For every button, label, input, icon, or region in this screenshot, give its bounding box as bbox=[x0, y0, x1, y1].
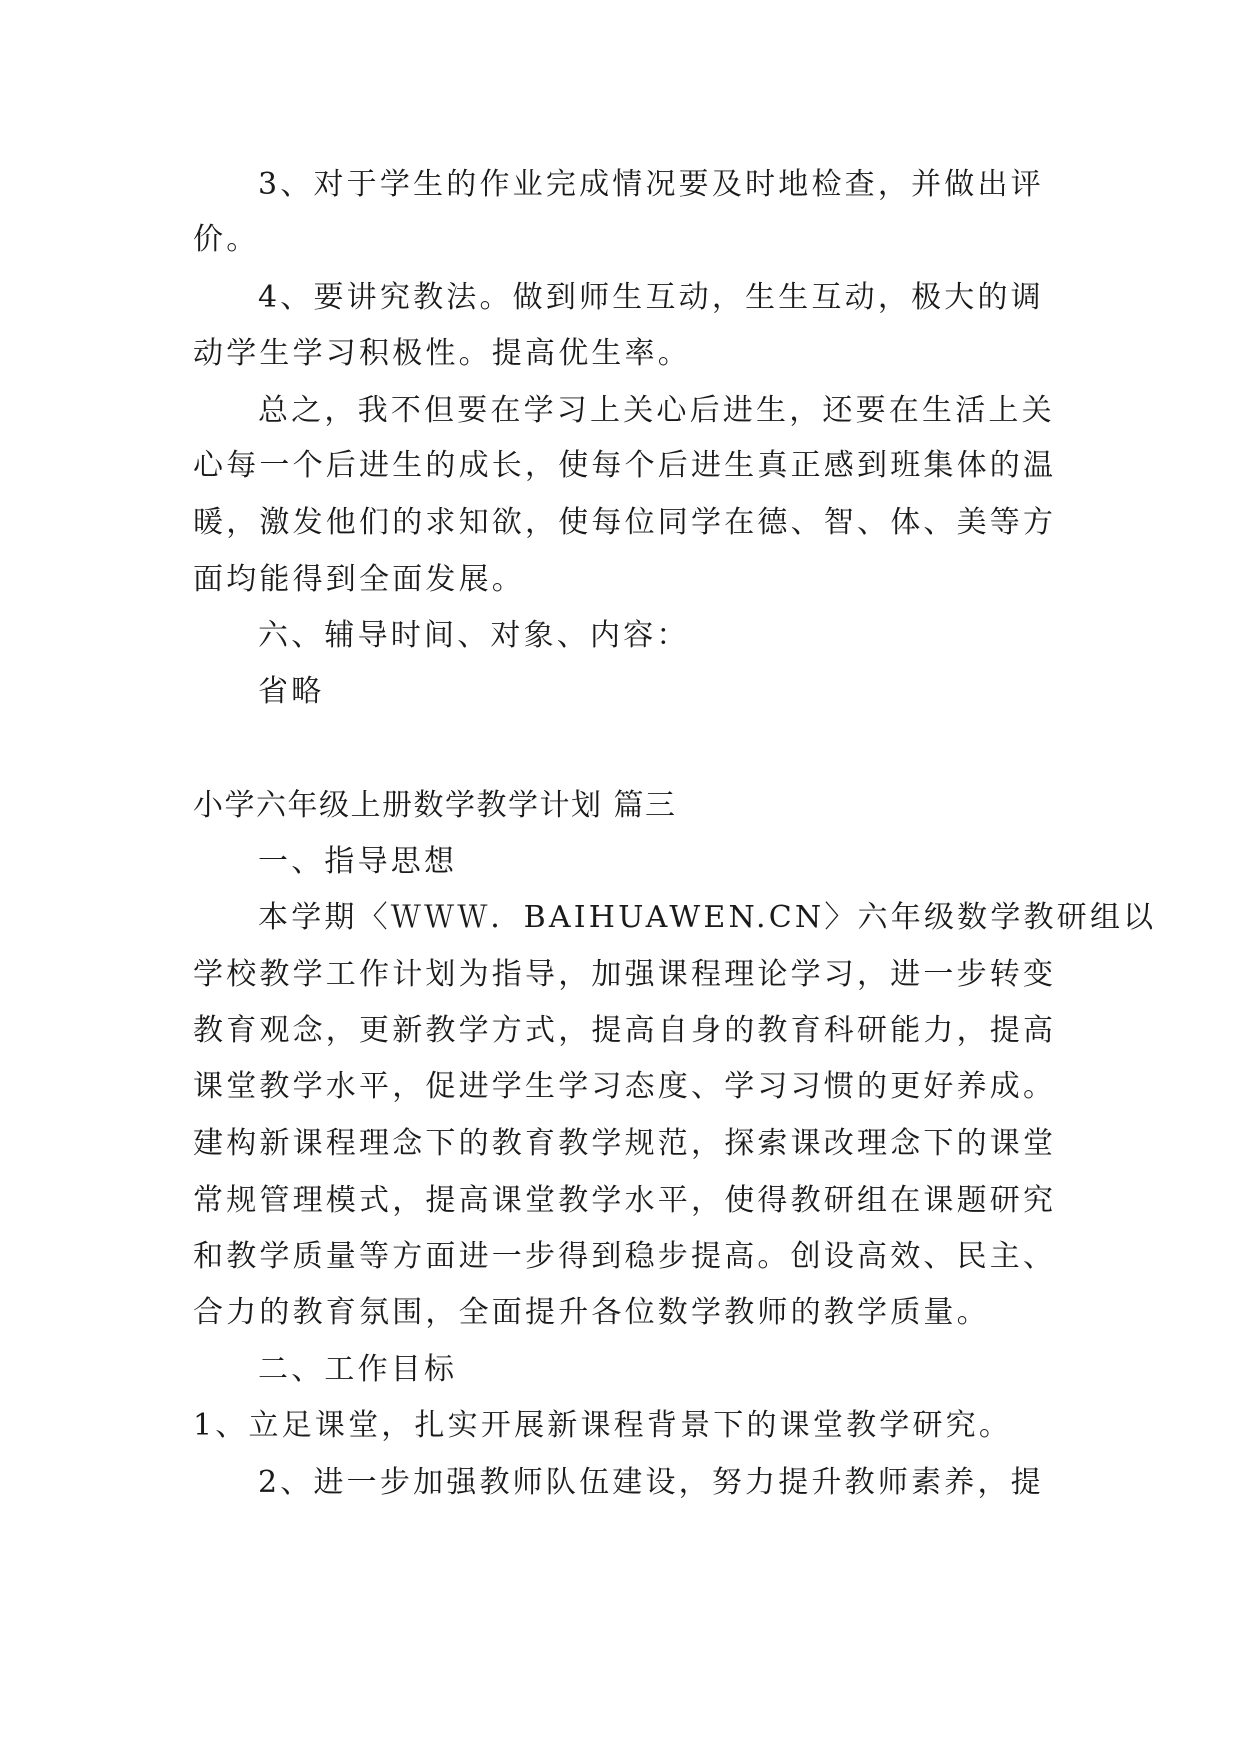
guiding-body-line3: 教育观念，更新教学方式，提高自身的教育科研能力，提高 bbox=[193, 1013, 1057, 1048]
summary-line1: 总之，我不但要在学习上关心后进生，还要在生活上关 bbox=[258, 393, 1055, 428]
item4-line2: 动学生学习积极性。提高优生率。 bbox=[193, 336, 691, 371]
section-six-body: 省略 bbox=[258, 674, 325, 709]
guiding-body-line5: 建构新课程理念下的教育教学规范，探索课改理念下的课堂 bbox=[193, 1126, 1057, 1161]
guiding-body-line4: 课堂教学水平，促进学生学习态度、学习习惯的更好养成。 bbox=[193, 1069, 1057, 1104]
goal-2-start: 2、进一步加强教师队伍建设，努力提升教师素养，提 bbox=[258, 1465, 1044, 1500]
guiding-heading: 一、指导思想 bbox=[258, 844, 458, 879]
part-three-title: 小学六年级上册数学教学计划 篇三 bbox=[193, 788, 677, 823]
item3-line1: 3、对于学生的作业完成情况要及时地检查，并做出评 bbox=[258, 167, 1044, 202]
item4-line1: 4、要讲究教法。做到师生互动，生生互动，极大的调 bbox=[258, 280, 1044, 315]
summary-line2: 心每一个后进生的成长，使每个后进生真正感到班集体的温 bbox=[193, 448, 1057, 483]
item3-line2: 价。 bbox=[193, 222, 260, 257]
goal-1: 1、立足课堂，扎实开展新课程背景下的课堂教学研究。 bbox=[193, 1408, 1013, 1443]
summary-line4: 面均能得到全面发展。 bbox=[193, 562, 525, 597]
section-six-heading: 六、辅导时间、对象、内容： bbox=[258, 618, 690, 653]
goals-heading: 二、工作目标 bbox=[258, 1352, 458, 1387]
guiding-body-line2: 学校教学工作计划为指导，加强课程理论学习，进一步转变 bbox=[193, 957, 1057, 992]
guiding-body-line8: 合力的教育氛围，全面提升各位数学教师的教学质量。 bbox=[193, 1295, 990, 1330]
summary-line3: 暖，激发他们的求知欲，使每位同学在德、智、体、美等方 bbox=[193, 505, 1057, 540]
guiding-body-line6: 常规管理模式，提高课堂教学水平，使得教研组在课题研究 bbox=[193, 1183, 1057, 1218]
guiding-body-line7: 和教学质量等方面进一步得到稳步提高。创设高效、民主、 bbox=[193, 1239, 1057, 1274]
guiding-body-line1: 本学期〈ＷＷＷ．BAIHUAWEN.CN〉六年级数学教研组以 bbox=[258, 900, 1157, 935]
